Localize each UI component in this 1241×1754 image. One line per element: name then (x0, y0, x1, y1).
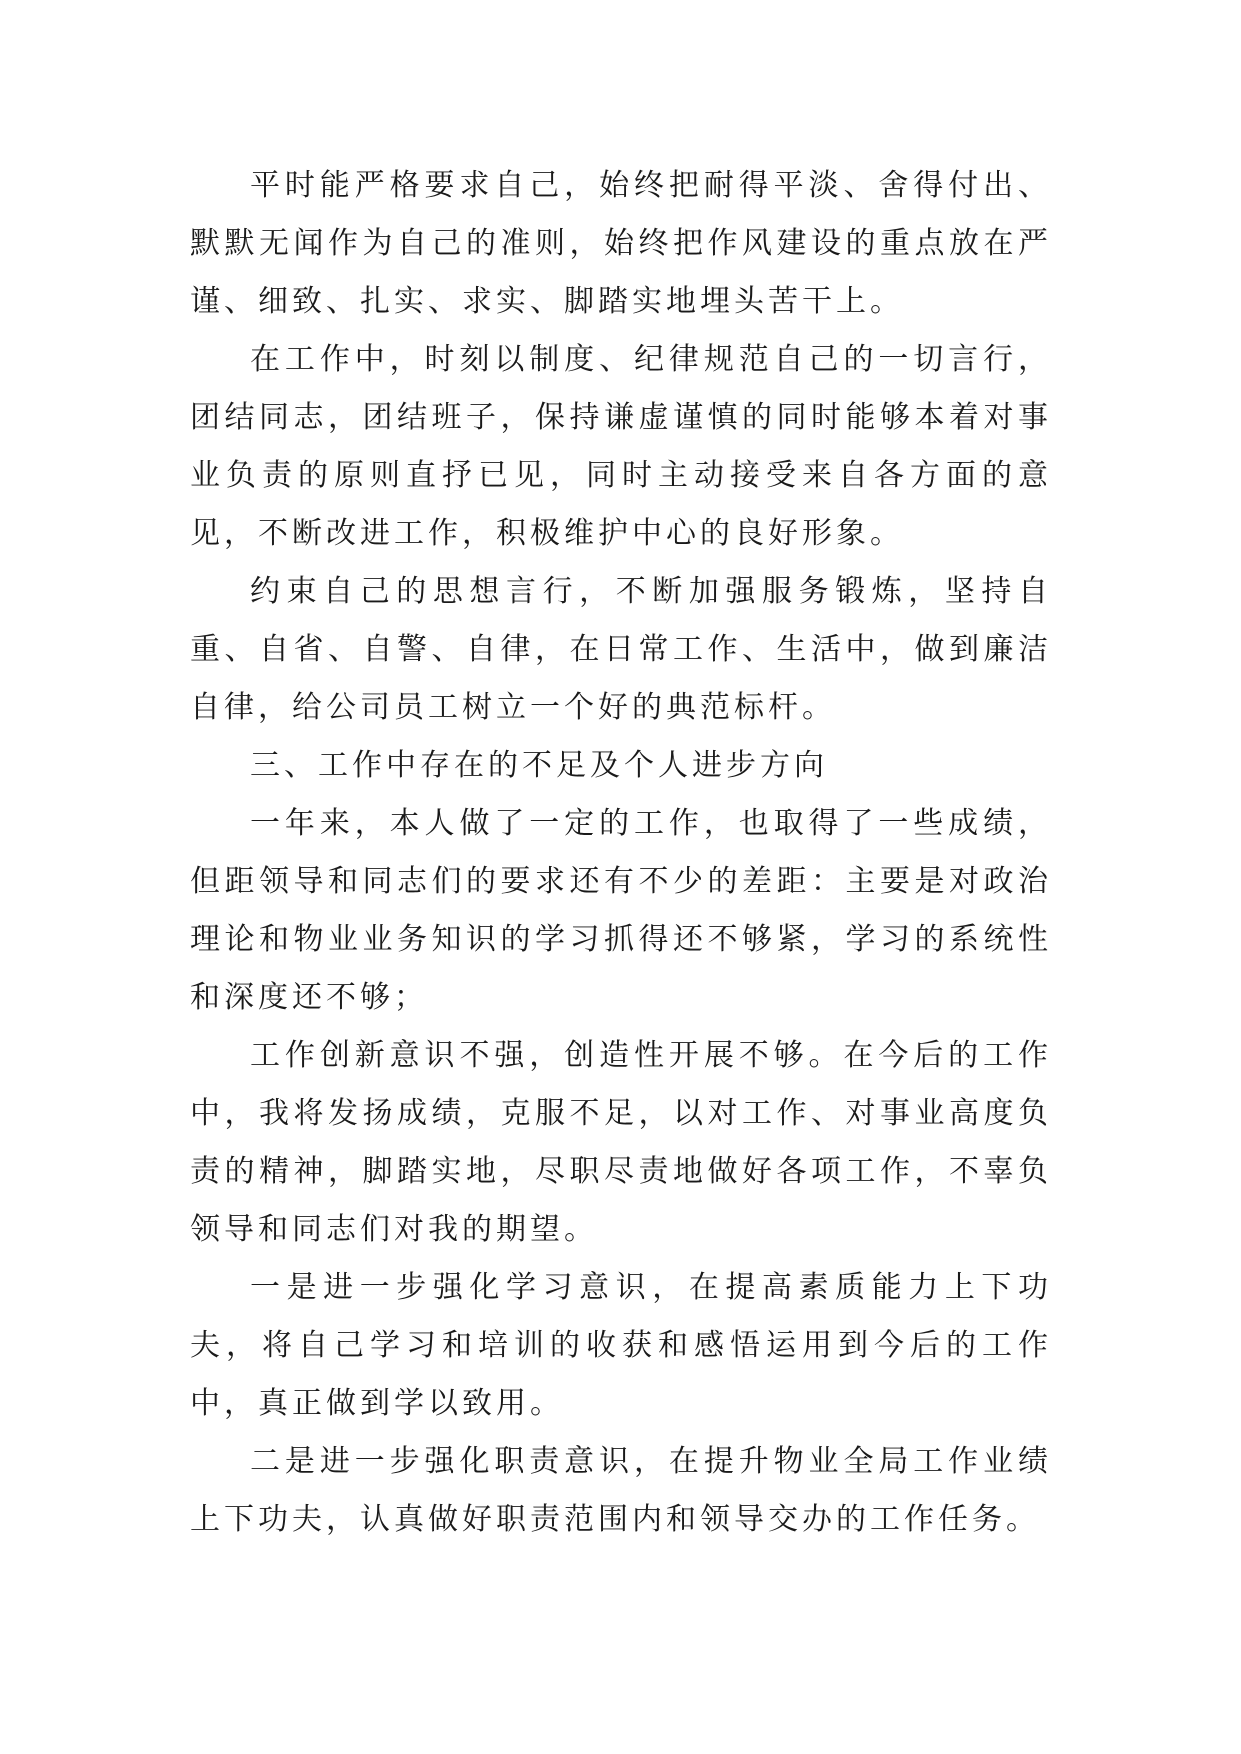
paragraph-conduct-standards: 平时能严格要求自己，始终把耐得平淡、舍得付出、默默无闻作为自己的准则，始终把作风建设的重点放在严谨、细致、扎实、求实、脚踏实地埋头苦干上。 (190, 168, 1052, 319)
document-body (190, 157, 1052, 1549)
paragraph-innovation: 工作创新意识不强，创造性开展不够。在今后的工作中，我将发扬成绩，克服不足，以对工作、对事业高度负责的精神，脚踏实地，尽职尽责地做好各项工作，不辜负领导和同志们对我的期望。 (190, 1038, 1052, 1247)
paragraph-learning-awareness: 一是进一步强化学习意识，在提高素质能力上下功夫，将自己学习和培训的收获和感悟运用到今后的工作中，真正做到学以致用。 (190, 1270, 1052, 1421)
paragraph-self-restraint: 约束自己的思想言行，不断加强服务锻炼，坚持自重、自省、自警、自律，在日常工作、生活中，做到廉洁自律，给公司员工树立一个好的典范标杆。 (190, 574, 1052, 725)
paragraph-year-review: 一年来，本人做了一定的工作，也取得了一些成绩，但距领导和同志们的要求还有不少的差距：主要是对政治理论和物业业务知识的学习抓得还不够紧，学习的系统性和深度还不够； (190, 806, 1052, 1015)
paragraph-duty-awareness: 二是进一步强化职责意识，在提升物业全局工作业绩上下功夫，认真做好职责范围内和领导交办的工作任务。 (190, 1444, 1052, 1537)
paragraph-work-discipline: 在工作中，时刻以制度、纪律规范自己的一切言行，团结同志，团结班子，保持谦虚谨慎的同时能够本着对事业负责的原则直抒已见，同时主动接受来自各方面的意见，不断改进工作，积极维护中心的良好形象。 (190, 342, 1052, 551)
section-heading-shortcomings: 三、工作中存在的不足及个人进步方向 (250, 748, 828, 783)
